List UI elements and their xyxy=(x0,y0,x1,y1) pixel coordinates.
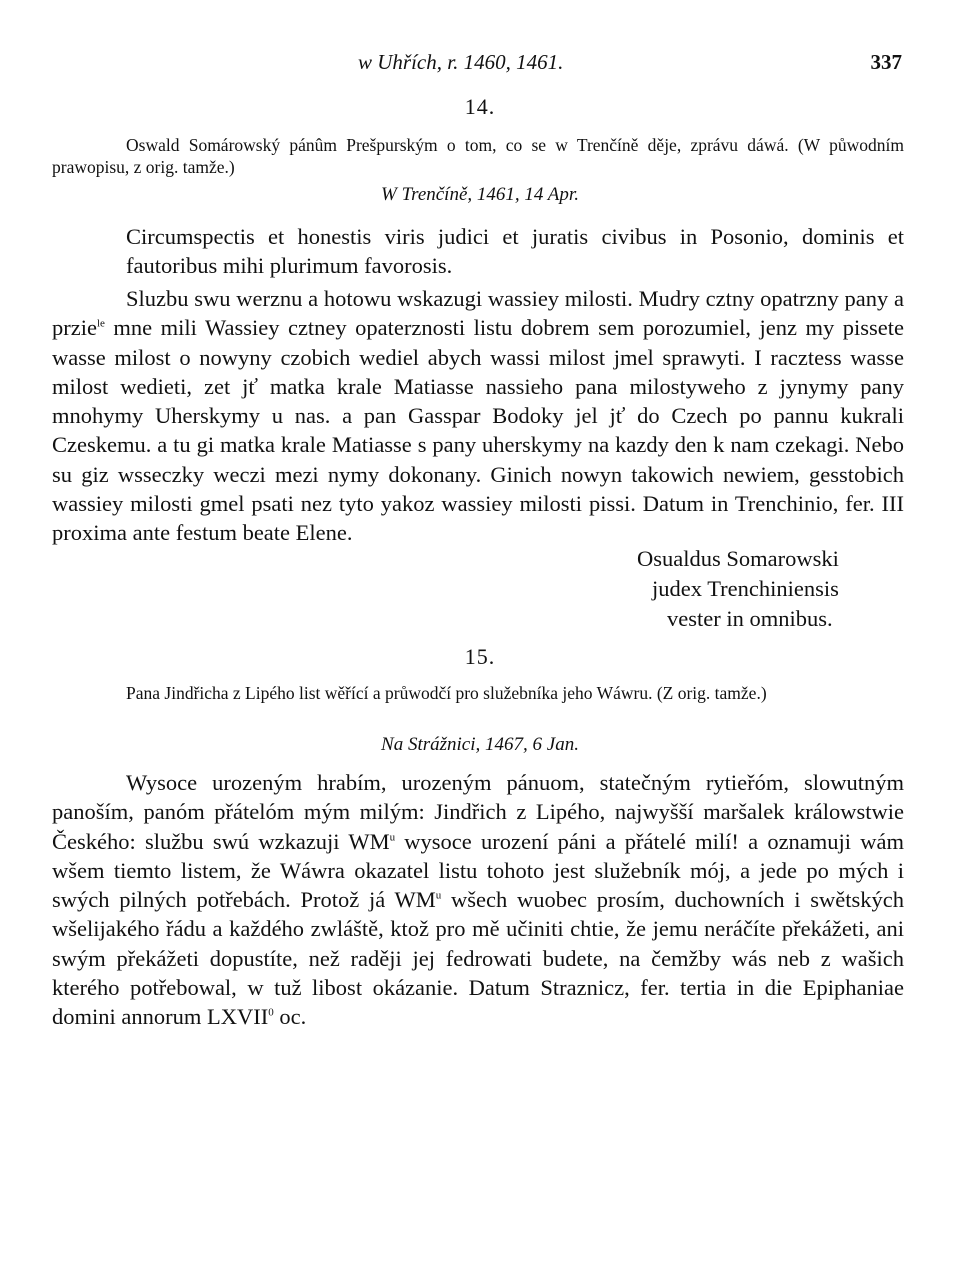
running-title: w Uhřích, r. 1460, 1461. xyxy=(358,50,564,74)
document-15-heading xyxy=(52,682,904,704)
document-number-15: 15. xyxy=(464,644,496,669)
document-15-dateline: Na Strážnici, 1467, 6 Jan. xyxy=(381,734,579,755)
document-14-body xyxy=(52,284,904,548)
signature-line-1: Osualdus Somarowski xyxy=(637,546,839,571)
document-14-heading-text: Oswald Somárowský pánûm Prešpurským o tom, co se w Trenčíně děje, zprávu dáwá. (W půwodním prawopisu, z orig. tamže.) xyxy=(52,135,904,177)
signature-line-2: judex Trenchiniensis xyxy=(652,576,839,601)
document-15-superscript-2: u xyxy=(435,889,442,902)
document-15-body-text-d: oc. xyxy=(273,1004,307,1030)
page-number: 337 xyxy=(870,50,902,74)
document-14-heading xyxy=(52,134,904,178)
document-14-body-text: Sluzbu swu werznu a hotowu wskazugi wassiey milosti. Mudry cztny opatrzny pany a przie xyxy=(52,286,904,341)
document-14-dateline: W Trenčíně, 1461, 14 Apr. xyxy=(381,184,579,205)
document-15-body-text-b: wysoce urození páni a přátelé milí! a oznamuji wám wšem tiemto listem, že Wáwra okazatel listu tohoto jest služebník mój, a jede po mých i swých pilných potřebách. Protož já WM xyxy=(52,828,904,913)
document-15-superscript-3: 0 xyxy=(268,1006,274,1019)
document-number-14: 14. xyxy=(464,94,496,119)
document-15-heading-text: Pana Jindřicha z Lipého list wěřící a průwodčí pro služebníka jeho Wáwru. (Z orig. tamže.) xyxy=(126,683,767,703)
signature-line-3: vester in omnibus. xyxy=(667,606,833,631)
document-14-body-superscript: le xyxy=(96,317,105,330)
document-15-superscript-1: u xyxy=(389,831,396,844)
running-head xyxy=(0,50,960,80)
document-15-body xyxy=(52,768,904,1032)
document-14-salutation-text: Circumspectis et honestis viris judici et juratis civibus in Posonio, dominis et fautoribus mihi plurimum favorosis. xyxy=(126,224,904,279)
document-15-body-text-a: Wysoce urozeným hrabím, urozeným pánuom, statečným rytieřóm, slowutným panoším, panóm přátelóm mým milým: Jindřich z Lipého, najwyšší maršalek králowstwie Českého: službu swú wzkazuji WM xyxy=(52,770,904,854)
document-14-body-text-rest: mne mili Wassiey cztney opaterznosti listu dobrem sem porozumiel, jenz my pissete wasse milost o nowyny czobich wediel abych wassi milost jmel sprawyti. I racztess wasse milost wedieti, zet jť matka krale Matiasse nassieho pana milostyweho z jynymy pany mnohymy Uherskymy u nas. a pan Gasspar Bodoky jel jť do Czech po pannu kukrali Czeskemu. a tu gi matka krale Matiasse s pany uherskymy na kazdy den k nam czekagi. Nebo su giz wsseczky weczi mezi nymy dokonany. Ginich nowyn takowich newiem, gesstobich wassiey milosti gmel psati nez tyto yakoz wassiey milosti pissi. Datum in Trenchinio, fer. III proxima ante festum beate Elene. xyxy=(52,315,904,546)
document-15-body-text-c: wšech wuobec prosím, duchowních i swětských wšelijakého řádu a každého zwláště, ktož pro mě učiniti chtie, že jemu neráčíte překážeti, ani swým překážeti dopustíte, než raději jej fedrowati budete, na čemžby wás neb z wašich kterého potřebowal, w tuž libost okázanie. Datum Straznicz, fer. tertia in die Epiphaniae domini annorum LXVII xyxy=(52,887,904,1030)
document-14-salutation xyxy=(126,222,904,281)
